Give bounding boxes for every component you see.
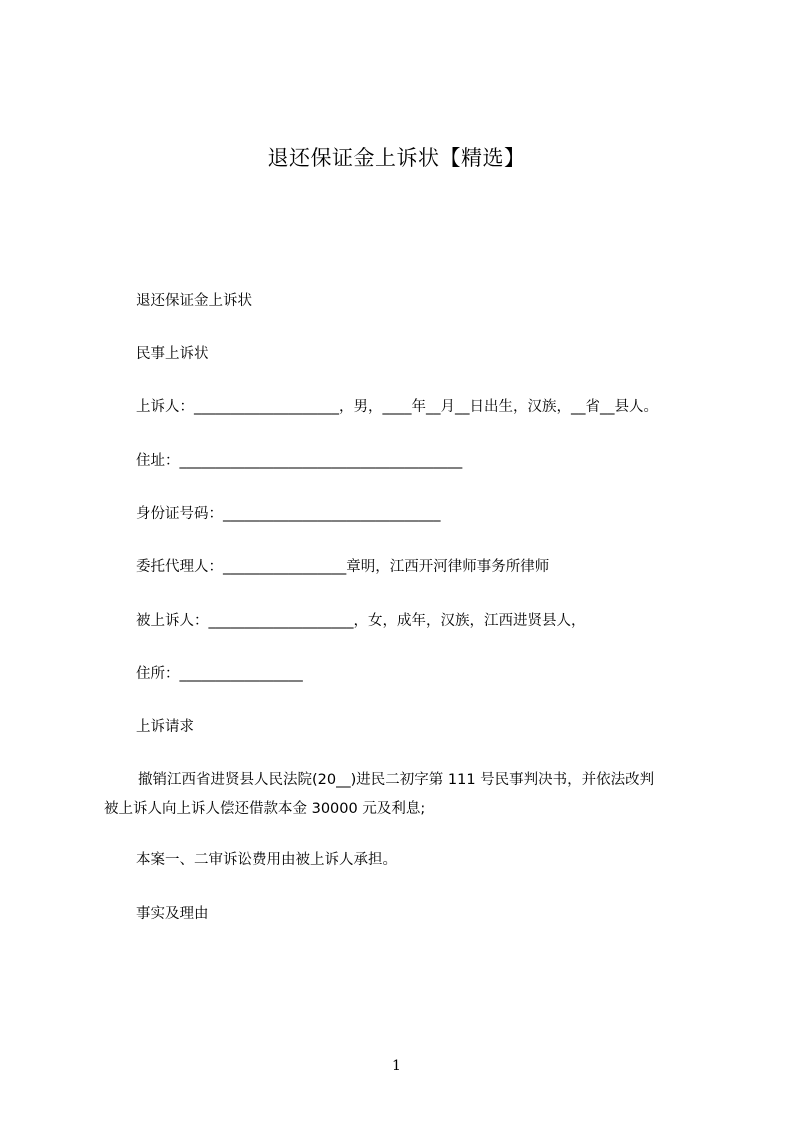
residence-line: 住所：_________________ <box>136 666 303 682</box>
address-line: 住址：_______________________________________ <box>136 453 463 469</box>
request-paragraph <box>104 766 714 824</box>
id-number-line: 身份证号码：______________________________ <box>136 506 441 522</box>
document-type: 民事上诉状 <box>136 346 209 362</box>
section-heading: 退还保证金上诉状 <box>136 293 252 309</box>
request-line-1: 撤销江西省进贤县人民法院(20__)进民二初字第 111 号民事判决书，并依法改判 <box>138 772 655 788</box>
document-title: 退还保证金上诉状【精选】 <box>267 146 526 170</box>
agent-line: 委托代理人：_________________章明，江西开河律师事务所律师 <box>136 559 550 575</box>
appellee-line: 被上诉人：____________________，女，成年，汉族，江西进贤县人， <box>136 613 586 629</box>
request-line-2: 被上诉人向上诉人偿还借款本金 30000 元及利息; <box>104 801 426 817</box>
facts-heading: 事实及理由 <box>136 906 209 922</box>
request-heading: 上诉请求 <box>136 719 194 735</box>
costs-request-line: 本案一、二审诉讼费用由被上诉人承担。 <box>136 852 397 868</box>
page-number: 1 <box>392 1058 401 1074</box>
appellant-line: 上诉人：____________________，男，____年__月__日出生，汉族，__省__县人。 <box>136 399 658 415</box>
